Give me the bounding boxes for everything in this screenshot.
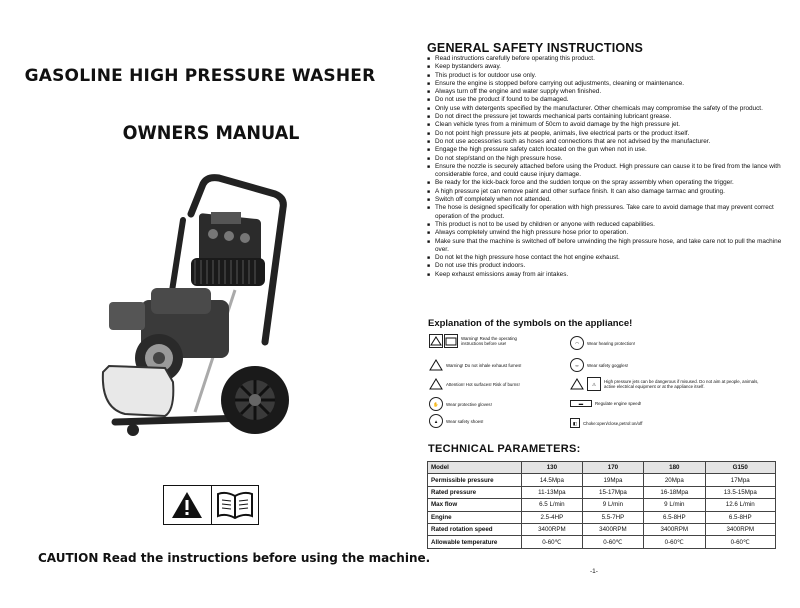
pressure-washer-illustration: [95, 172, 305, 452]
table-row: [428, 474, 776, 486]
symbol-label: High pressure jets can be dangerous if misused. Do not aim at people, animals, active electrical equipment or at the appliance itself.: [604, 379, 759, 389]
symbol-label: Wear safety goggles!: [587, 362, 629, 368]
table-cell: 2.5-4HP: [522, 511, 583, 523]
list-item: ■ Do not direct the pressure jet towards mechanical parts containing lubricant grease.: [427, 113, 787, 121]
list-item: ■ Do not use this product indoors.: [427, 262, 787, 270]
general-safety-title: GENERAL SAFETY INSTRUCTIONS: [427, 41, 644, 55]
table-cell: 17Mpa: [705, 474, 776, 486]
list-item: ■ Keep exhaust emissions away from air intakes.: [427, 271, 787, 279]
list-item: ■ Always turn off the engine and water supply when finished.: [427, 88, 787, 96]
table-cell: 0-60℃: [705, 536, 776, 548]
table-cell: 15-17Mpa: [582, 486, 643, 498]
row-label-cell: Rated rotation speed: [428, 523, 522, 535]
table-cell: 3400RPM: [522, 523, 583, 535]
symbol-item: [429, 334, 539, 348]
list-item: ■ Do not let the high pressure hose contact the hot engine exhaust.: [427, 254, 787, 262]
list-item: ■ Make sure that the machine is switched off before unwinding the high pressure hose, and take care not to pull the machine over.: [427, 238, 787, 255]
row-label-cell: Allowable temperature: [428, 536, 522, 548]
table-cell: 14.5Mpa: [522, 474, 583, 486]
list-item: ■ Only use with detergents specified by the manufacturer. Other chemicals may compromise the safety of the product.: [427, 105, 787, 113]
list-item: ■ Switch off completely when not attended.: [427, 196, 787, 204]
table-row: [428, 486, 776, 498]
list-item: ■ Ensure the engine is stopped before carrying out adjustments, cleaning or maintenance.: [427, 80, 787, 88]
open-book-icon: [212, 486, 259, 524]
table-cell: G150: [705, 462, 776, 474]
table-cell: 3400RPM: [705, 523, 776, 535]
technical-parameters-title: TECHNICAL PARAMETERS:: [428, 443, 581, 455]
list-item: ■ Do not step/stand on the high pressure hose.: [427, 155, 787, 163]
safety-instructions-list: [427, 55, 787, 279]
table-cell: 0-60℃: [582, 536, 643, 548]
symbol-item: [429, 397, 559, 411]
symbols-explanation-title: Explanation of the symbols on the appliance!: [428, 318, 633, 329]
table-cell: 0-60℃: [644, 536, 705, 548]
symbol-item: [570, 358, 690, 372]
choke-icon: ◧: [570, 418, 580, 428]
goggles-icon: ∞: [570, 358, 584, 372]
list-item: ■ The hose is designed specifically for operation with high pressures. Take care to avoid damage that may prevent correct operation of the product.: [427, 204, 787, 221]
gloves-icon: ✋: [429, 397, 443, 411]
list-item: ■ Keep bystanders away.: [427, 63, 787, 71]
fumes-warning-icon: [429, 358, 443, 372]
caution-note: CAUTION Read the instructions before using the machine.: [38, 551, 431, 565]
hot-surface-icon: [429, 377, 443, 391]
symbol-item: [429, 377, 559, 391]
page-number: -1-: [590, 568, 598, 575]
list-item: ■ Do not use the product if found to be damaged.: [427, 96, 787, 104]
jet-danger-icon: [570, 377, 584, 391]
safety-shoes-icon: ▲: [429, 414, 443, 428]
symbol-item: [429, 358, 559, 372]
table-cell: 19Mpa: [582, 474, 643, 486]
spray-icon: ⚠: [587, 377, 601, 391]
ear-protection-icon: ◠: [570, 336, 584, 350]
list-item: ■ Be ready for the kick-back force and the sudden torque on the spray assembly when operating the trigger.: [427, 179, 787, 187]
row-label-cell: Permissible pressure: [428, 474, 522, 486]
table-cell: 13.5-15Mpa: [705, 486, 776, 498]
list-item: ■ A high pressure jet can remove paint and other surface finish. It can also damage tarmac and grouting.: [427, 188, 787, 196]
table-cell: 6.5-8HP: [644, 511, 705, 523]
symbol-label: Warning! Do not inhale exhaust fumes!: [446, 362, 522, 368]
warning-read-manual-box: [163, 485, 259, 525]
product-title: GASOLINE HIGH PRESSURE WASHER: [24, 66, 376, 86]
list-item: ■ Read instructions carefully before operating this product.: [427, 55, 787, 63]
right-page: [400, 0, 800, 608]
table-row: [428, 499, 776, 511]
list-item: ■ Clean vehicle tyres from a minimum of 50cm to avoid damage by the high pressure jet.: [427, 121, 787, 129]
manual-title: OWNERS MANUAL: [122, 122, 300, 144]
table-cell: 20Mpa: [644, 474, 705, 486]
row-label-cell: Rated pressure: [428, 486, 522, 498]
warning-book-icon: [429, 334, 443, 348]
table-cell: 130: [522, 462, 583, 474]
table-cell: 6.5 L/min: [522, 499, 583, 511]
symbol-label: Wear hearing protection!: [587, 340, 635, 346]
row-label-cell: Model: [428, 462, 522, 474]
list-item: ■ This product is for outdoor use only.: [427, 72, 787, 80]
list-item: ■ Engage the high pressure safety catch located on the gun when not in use.: [427, 146, 787, 154]
table-cell: 3400RPM: [644, 523, 705, 535]
symbol-label: Wear safety shoes!: [446, 418, 484, 424]
list-item: ■ Do not use accessories such as hoses and connections that are not advised by the manufacturer.: [427, 138, 787, 146]
list-item: ■ Ensure the nozzle is securely attached before using the Product. High pressure can cause it to be fired from the lance with considerable force, and could cause injury damage.: [427, 163, 787, 180]
table-header-row: [428, 462, 776, 474]
table-cell: 11-13Mpa: [522, 486, 583, 498]
symbol-item: [570, 418, 690, 428]
technical-parameters-table: [427, 461, 776, 549]
symbol-item: [570, 336, 690, 350]
symbol-label: Attention! Hot surfaces! Risk of burns!: [446, 381, 520, 387]
list-item: ■ Do not point high pressure jets at people, animals, live electrical parts or the product itself.: [427, 130, 787, 138]
table-cell: 16-18Mpa: [644, 486, 705, 498]
book-icon: [444, 334, 458, 348]
table-cell: 9 L/min: [582, 499, 643, 511]
table-cell: 6.5-8HP: [705, 511, 776, 523]
row-label-cell: Max flow: [428, 499, 522, 511]
symbol-label: Wear protective gloves!: [446, 401, 492, 407]
symbol-item: [570, 400, 690, 407]
table-row: [428, 536, 776, 548]
symbol-item: [570, 377, 760, 391]
throttle-icon: ▬: [570, 400, 592, 407]
row-label-cell: Engine: [428, 511, 522, 523]
table-cell: 12.6 L/min: [705, 499, 776, 511]
symbol-item: [429, 414, 559, 428]
symbol-label: Choke:open/close,petrol:on/off: [583, 420, 643, 426]
table-cell: 170: [582, 462, 643, 474]
symbol-label: Regulate engine speed!: [595, 401, 642, 406]
table-row: [428, 523, 776, 535]
table-cell: 9 L/min: [644, 499, 705, 511]
table-cell: 3400RPM: [582, 523, 643, 535]
symbol-label: Warning! Read the operating instructions before use!: [461, 336, 517, 346]
table-cell: 5.5-7HP: [582, 511, 643, 523]
list-item: ■ This product is not to be used by children or anyone with reduced capabilities.: [427, 221, 787, 229]
warning-triangle-icon: [164, 486, 212, 524]
list-item: ■ Always completely unwind the high pressure hose prior to operation.: [427, 229, 787, 237]
table-row: [428, 511, 776, 523]
table-cell: 0-60℃: [522, 536, 583, 548]
table-cell: 180: [644, 462, 705, 474]
